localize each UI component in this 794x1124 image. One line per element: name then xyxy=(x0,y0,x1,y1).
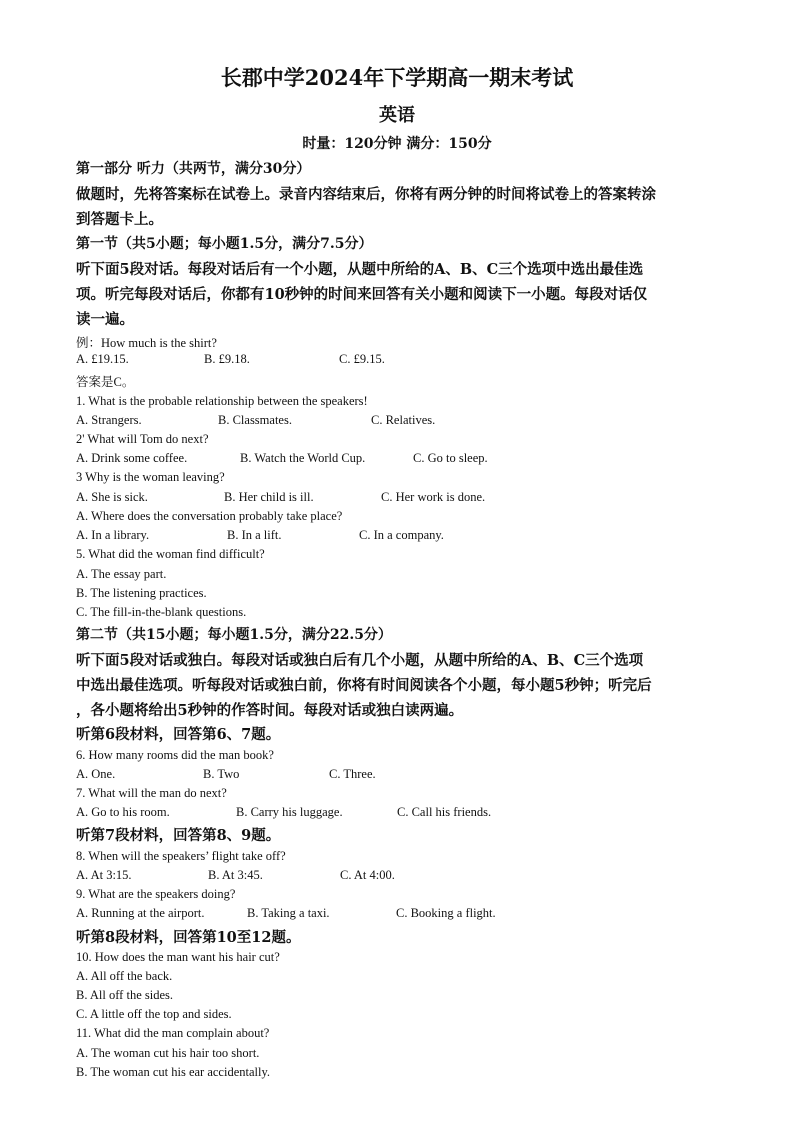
section2-instruction-1: 听下面5段对话或独白。每段对话或独白后有几个小题，从题中所给的A、B、C三个选项 xyxy=(76,652,644,669)
question-1: 1. What is the probable relationship between the speakers! xyxy=(76,394,368,408)
question-2-option-a: A. Drink some coffee. xyxy=(76,451,188,465)
question-3-option-c: C. Her work is done. xyxy=(381,490,486,504)
example-option-b: B. £9.18. xyxy=(204,352,250,366)
question-7-option-b: B. Carry his luggage. xyxy=(236,805,343,819)
section2-title: 第二节（共15小题；每小题1.5分，满分22.5分） xyxy=(76,627,392,643)
question-6-option-a: A. One. xyxy=(76,767,116,781)
question-4-option-c: C. In a company. xyxy=(359,528,444,542)
example-answer: 答案是C。 xyxy=(76,375,135,389)
question-9-option-c: C. Booking a flight. xyxy=(396,906,496,920)
question-9: 9. What are the speakers doing? xyxy=(76,887,236,901)
question-7-option-a: A. Go to his room. xyxy=(76,805,170,819)
exam-title: 长郡中学2024年下学期高一期末考试 xyxy=(220,65,574,90)
question-3: 3 Why is the woman leaving? xyxy=(76,470,225,484)
section2-instruction-3: ，各小题将给出5秒钟的作答时间。每段对话或独白读两遍。 xyxy=(76,702,464,719)
section2-instruction-2: 中选出最佳选项。听每段对话或独白前，你将有时间阅读各个小题，每小题5秒钟；听完后 xyxy=(76,677,652,694)
part1-instruction-2: 到答题卡上。 xyxy=(76,211,163,228)
question-4-option-b: B. In a lift. xyxy=(227,528,282,542)
question-11: 11. What did the man complain about? xyxy=(76,1026,270,1040)
question-3-option-a: A. She is sick. xyxy=(76,490,148,504)
question-1-option-b: B. Classmates. xyxy=(218,413,292,427)
question-10-option-b: B. All off the sides. xyxy=(76,988,173,1002)
question-2-option-b: B. Watch the World Cup. xyxy=(240,451,366,465)
part1-instruction-1: 做题时，先将答案标在试卷上。录音内容结束后，你将有两分钟的时间将试卷上的答案转涂 xyxy=(76,186,656,203)
question-8: 8. When will the speakers’ flight take off? xyxy=(76,849,286,863)
question-6-option-c: C. Three. xyxy=(329,767,376,781)
section1-title: 第一节（共5小题；每小题1.5分，满分7.5分） xyxy=(76,236,373,252)
section1-instruction-1: 听下面5段对话。每段对话后有一个小题，从题中所给的A、B、C三个选项中选出最佳选 xyxy=(76,261,644,278)
material7-heading: 听第7段材料，回答第8、9题。 xyxy=(76,827,281,844)
question-5-option-c: C. The fill-in-the-blank questions. xyxy=(76,605,247,619)
question-10-option-c: C. A little off the top and sides. xyxy=(76,1007,232,1021)
exam-meta: 时量：120分钟 满分：150分 xyxy=(302,136,492,152)
question-8-option-b: B. At 3:45. xyxy=(208,868,263,882)
material8-heading: 听第8段材料，回答第10至12题。 xyxy=(76,929,301,946)
question-5-option-a: A. The essay part. xyxy=(76,567,167,581)
question-10-option-a: A. All off the back. xyxy=(76,969,173,983)
question-4-option-a: A. In a library. xyxy=(76,528,150,542)
material6-heading: 听第6段材料，回答第6、7题。 xyxy=(76,726,281,743)
question-8-option-c: C. At 4:00. xyxy=(340,868,395,882)
question-10: 10. How does the man want his hair cut? xyxy=(76,950,280,964)
section1-instruction-3: 读一遍。 xyxy=(76,311,134,328)
question-3-option-b: B. Her child is ill. xyxy=(224,490,314,504)
question-5: 5. What did the woman find difficult? xyxy=(76,547,265,561)
subject-title: 英语 xyxy=(379,105,415,126)
question-5-option-b: B. The listening practices. xyxy=(76,586,207,600)
question-9-option-b: B. Taking a taxi. xyxy=(247,906,330,920)
example-question: 例：How much is the shirt? xyxy=(76,336,217,350)
question-9-option-a: A. Running at the airport. xyxy=(76,906,205,920)
question-6-option-b: B. Two xyxy=(203,767,240,781)
question-6: 6. How many rooms did the man book? xyxy=(76,748,274,762)
question-1-option-c: C. Relatives. xyxy=(371,413,436,427)
question-8-option-a: A. At 3:15. xyxy=(76,868,132,882)
question-4: A. Where does the conversation probably take place? xyxy=(76,509,343,523)
question-11-option-b: B. The woman cut his ear accidentally. xyxy=(76,1065,271,1079)
question-7: 7. What will the man do next? xyxy=(76,786,227,800)
section1-instruction-2: 项。听完每段对话后，你都有10秒钟的时间来回答有关小题和阅读下一小题。每段对话仅 xyxy=(76,286,648,303)
question-11-option-a: A. The woman cut his hair too short. xyxy=(76,1046,260,1060)
question-2-option-c: C. Go to sleep. xyxy=(413,451,488,465)
part1-title: 第一部分 听力（共两节，满分30分） xyxy=(76,161,311,177)
question-1-option-a: A. Strangers. xyxy=(76,413,142,427)
question-2: 2' What will Tom do next? xyxy=(76,432,209,446)
example-option-a: A. £19.15. xyxy=(76,352,129,366)
question-7-option-c: C. Call his friends. xyxy=(397,805,492,819)
example-option-c: C. £9.15. xyxy=(339,352,385,366)
